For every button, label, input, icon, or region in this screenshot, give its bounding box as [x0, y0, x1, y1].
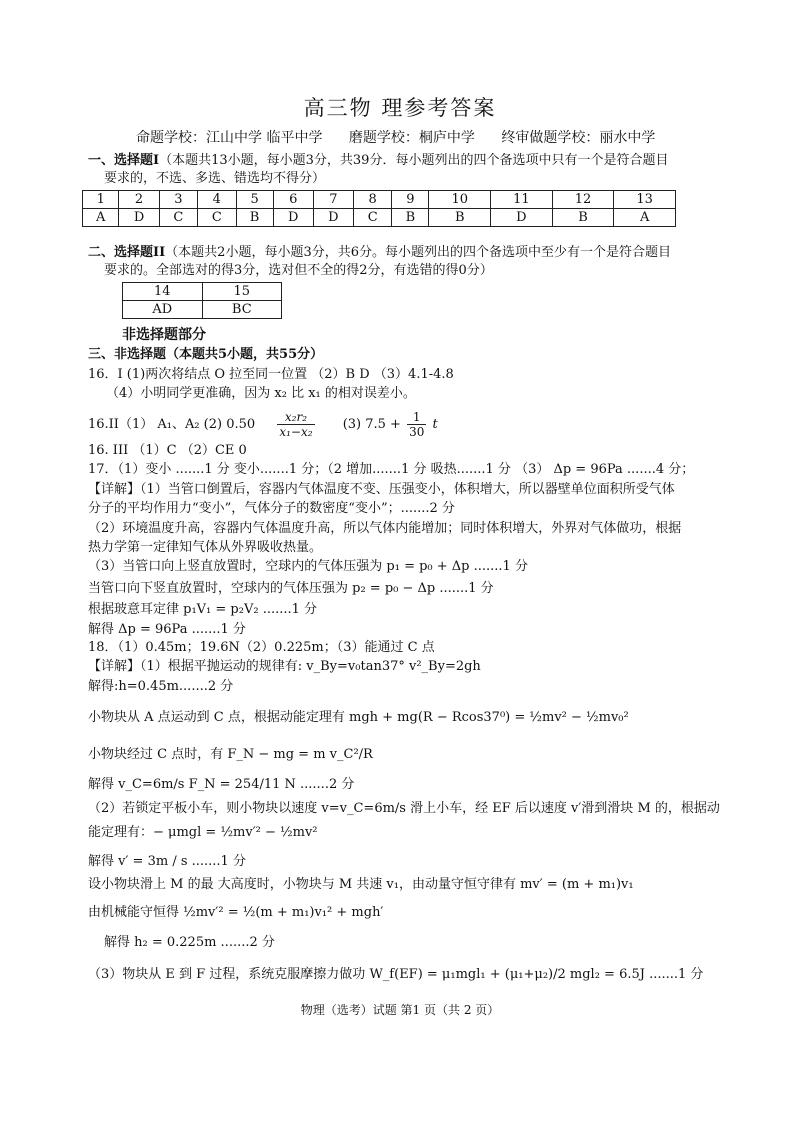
answer-cell: C: [353, 209, 391, 227]
section1-answer-table: [82, 190, 676, 227]
question-number-cell: 12: [552, 191, 614, 209]
question-number-cell: 15: [202, 283, 281, 301]
question-number-cell: 7: [313, 191, 353, 209]
nonchoice-heading: 非选择题部分: [122, 327, 206, 343]
q16-part2-t: t: [432, 417, 438, 432]
q18-detail-12: （3）物块从 E 到 F 过程，系统克服摩擦力做功 W_f(EF) = μ₁mgl₁ + (μ₁+μ₂)/2 mgl₂ = 6.5J .......1 分: [88, 967, 704, 982]
answer-cell: D: [119, 209, 159, 227]
page-footer: 物理（选考）试题 第1 页（共 2 页）: [300, 1003, 500, 1017]
question-number-cell: 1: [83, 191, 119, 209]
section2-desc: （本题共2小题，每小题3分，共6分。每小题列出的四个备选项中至少有一个是符合题目: [165, 245, 671, 260]
q17-detail-6: 当管口向下竖直放置时，空球内的气体压强为 p₂ = p₀ − Δp .......1 分: [88, 581, 494, 596]
proposing-schools: 命题学校：江山中学 临平中学: [136, 130, 323, 146]
q18-detail-3: 小物块从 A 点运动到 C 点，根据动能定理有 mgh + mg(R − Rcos37⁰) = ½mv² − ½mv₀²: [88, 710, 629, 725]
q18-detail-6: （2）若锁定平板小车，则小物块以速度 v=v_C=6m/s 滑上小车，经 EF 后以速度 v′滑到滑块 M 的，根据动: [88, 801, 720, 816]
q17-detail-8: 解得 Δp = 96Pa .......1 分: [88, 622, 246, 637]
answer-cell: B: [552, 209, 614, 227]
answer-cell: C: [198, 209, 236, 227]
question-number-cell: 13: [614, 191, 676, 209]
page-title: 高三物 理参考答案: [303, 96, 497, 120]
q16-part2-c: (3) 7.5 +: [342, 417, 401, 432]
school-credits: [136, 127, 677, 147]
polishing-school: 磨题学校：桐庐中学: [348, 130, 475, 146]
q18-detail-9: 设小物块滑上 M 的最 大高度时，小物块与 M 共速 v₁，由动量守恒守律有 mv′ = (m + m₁)v₁: [88, 877, 634, 892]
q16-part3: 16. III （1）C （2）CE 0: [88, 443, 247, 458]
answer-cell: D: [273, 209, 313, 227]
q18-detail-10: 由机械能守恒得 ½mv′² = ½(m + m₁)v₁² + mgh′: [88, 905, 384, 920]
q18-detail-8: 解得 v′ = 3m / s .......1 分: [88, 854, 246, 869]
fraction-denominator: 30: [409, 425, 425, 439]
answer-cell: D: [313, 209, 353, 227]
question-number-cell: 9: [392, 191, 429, 209]
question-number-cell: 8: [353, 191, 391, 209]
question-number-cell: 5: [236, 191, 273, 209]
answer-cell: AD: [123, 301, 203, 319]
answer-cell: A: [83, 209, 119, 227]
q18-detail-7: 能定理有：− μmgl = ½mv′² − ½mv²: [88, 825, 318, 840]
q17-detail-2: 分子的平均作用力“变小”，气体分子的数密度“变小”；.......2 分: [88, 501, 455, 516]
q16-part1b: （4）小明同学更准确，因为 x₂ 比 x₁ 的相对误差小。: [106, 386, 416, 401]
q16-part2-text: 16.II（1） A₁、A₂ (2) 0.50: [88, 417, 256, 432]
q18-detail-2: 解得:h=0.45m.......2 分: [88, 679, 234, 694]
section1-heading-line: [88, 152, 668, 170]
table-row: [83, 209, 676, 227]
answer-cell: B: [392, 209, 429, 227]
section1-heading: 一、选择题I: [88, 153, 160, 168]
final-review-school: 终审做题学校：丽水中学: [501, 130, 656, 146]
q18-detail-11: 解得 h₂ = 0.225m .......2 分: [104, 935, 275, 950]
section2-heading: 二、选择题II: [88, 245, 166, 260]
q17-detail-3: （2）环境温度升高，容器内气体温度升高，所以气体内能增加；同时体积增大，外界对气体做功，根据: [88, 521, 682, 536]
answer-cell: B: [429, 209, 491, 227]
table-row: [83, 191, 676, 209]
section1-desc-line2: 要求的，不选、多选、错选均不得分）: [104, 171, 326, 186]
q18-detail-4: 小物块经过 C 点时，有 F_N − mg = m v_C²/R: [88, 747, 373, 762]
fraction-numerator: x₂r₂: [277, 410, 314, 425]
q17-detail-4: 热力学第一定律知气体从外界吸收热量。: [88, 540, 323, 555]
section1-desc: （本题共13小题，每小题3分，共39分．每小题列出的四个备选项中只有一个是符合题目: [159, 153, 669, 168]
question-number-cell: 3: [159, 191, 197, 209]
q18-detail-1: 【详解】（1）根据平抛运动的规律有: v_By=v₀tan37° v²_By=2gh: [88, 659, 481, 674]
q18-answer: 18．（1）0.45m；19.6N（2）0.225m；（3）能通过 C 点: [88, 640, 435, 655]
section2-desc-line2: 要求的。全部选对的得3分，选对但不全的得2分，有选错的得0分）: [104, 263, 493, 278]
question-number-cell: 4: [198, 191, 236, 209]
fraction-numerator: 1: [407, 410, 426, 425]
answer-cell: BC: [202, 301, 281, 319]
question-number-cell: 14: [123, 283, 203, 301]
section2-heading-line: [88, 244, 671, 262]
q17-detail-5: （3）当管口向上竖直放置时，空球内的气体压强为 p₁ = p₀ + Δp .......1 分: [88, 559, 528, 574]
question-number-cell: 10: [429, 191, 491, 209]
q16-part2: [88, 410, 438, 439]
fraction-denominator: x₁−x₂: [279, 425, 313, 439]
answer-cell: D: [491, 209, 553, 227]
q17-answer: 17．（1）变小 .......1 分 变小.......1 分；（2 增加.......1 分 吸热.......1 分 （3） Δp = 96Pa .......4 分；: [88, 462, 695, 477]
question-number-cell: 11: [491, 191, 553, 209]
section3-heading: 三、非选择题（本题共5小题，共55分）: [88, 347, 324, 362]
q17-detail-1: 【详解】（1）当管口倒置后，容器内气体温度不变、压强变小，体积增大，所以器壁单位面积所受气体: [88, 482, 675, 497]
answer-cell: C: [159, 209, 197, 227]
question-number-cell: 2: [119, 191, 159, 209]
table-row: [123, 283, 282, 301]
table-row: [123, 301, 282, 319]
answer-cell: B: [236, 209, 273, 227]
answer-cell: A: [614, 209, 676, 227]
question-number-cell: 6: [273, 191, 313, 209]
q16-part2-fraction: [277, 410, 314, 439]
q16-part2-c-fraction: [407, 410, 426, 439]
q16-part1: 16．I (1)两次将结点 O 拉至同一位置 （2）B D （3）4.1-4.8: [88, 367, 454, 382]
q17-detail-7: 根据玻意耳定律 p₁V₁ = p₂V₂ .......1 分: [88, 602, 318, 617]
section2-answer-table: [122, 282, 282, 319]
q18-detail-5: 解得 v_C=6m/s F_N = 254/11 N .......2 分: [88, 777, 355, 792]
